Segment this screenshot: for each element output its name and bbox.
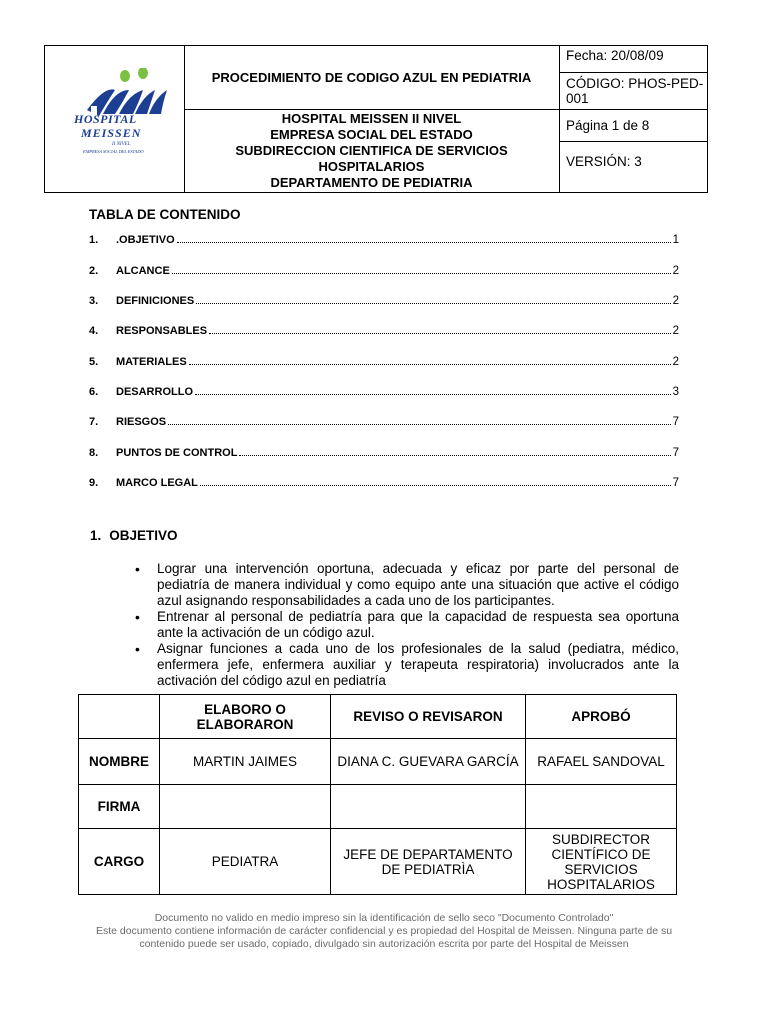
toc-label: MARCO LEGAL <box>116 477 198 489</box>
logo-line3: II NIVEL <box>112 142 131 147</box>
toc-leader <box>168 424 670 425</box>
toc-page: 2 <box>672 295 679 307</box>
table-cell: SUBDIRECTOR CIENTÍFICO DE SERVICIOS HOSPITALARIOS <box>526 829 677 895</box>
approval-table <box>78 694 677 895</box>
table-cell: MARTIN JAIMES <box>160 739 331 785</box>
toc-item[interactable] <box>89 352 679 368</box>
document-header <box>44 45 708 193</box>
toc-page: 7 <box>672 477 679 489</box>
toc-leader <box>209 333 671 334</box>
row-header: FIRMA <box>79 785 160 829</box>
toc-label: PUNTOS DE CONTROL <box>116 447 238 459</box>
toc-number: 6. <box>89 386 99 398</box>
org-line: SUBDIRECCION CIENTIFICA DE SERVICIOS <box>235 143 508 158</box>
toc-page: 2 <box>672 356 679 368</box>
toc-item[interactable] <box>89 261 679 277</box>
footer-line: Documento no valido en medio impreso sin la identificación de sello seco "Documento Controlado" <box>154 912 614 924</box>
logo-line4: EMPRESA SOCIAL DEL ESTADO <box>83 149 144 154</box>
toc-page: 2 <box>672 325 679 337</box>
section-title: OBJETIVO <box>109 528 178 543</box>
toc-item[interactable] <box>89 443 679 459</box>
table-cell: JEFE DE DEPARTAMENTO DE PEDIATRÌA <box>331 829 526 895</box>
toc-page: 1 <box>672 234 679 246</box>
table-cell: RAFAEL SANDOVAL <box>526 739 677 785</box>
toc-item[interactable] <box>89 321 679 337</box>
logo-line1: HOSPITAL <box>74 112 137 126</box>
org-line: HOSPITALARIOS <box>318 159 425 174</box>
date-field: Fecha: 20/08/09 <box>560 46 707 73</box>
section-heading <box>90 528 178 543</box>
toc-number: 7. <box>89 416 99 428</box>
toc-heading: TABLA DE CONTENIDO <box>89 207 241 222</box>
column-header: REVISO O REVISARON <box>331 695 526 739</box>
table-row <box>79 829 677 895</box>
toc-label: RIESGOS <box>116 416 167 428</box>
toc-number: 1. <box>89 234 99 246</box>
corner-cell <box>79 695 160 739</box>
toc-page: 7 <box>672 447 679 459</box>
document-title: PROCEDIMIENTO DE CODIGO AZUL EN PEDIATRIA <box>184 46 560 110</box>
toc-number: 4. <box>89 325 99 337</box>
toc-leader <box>200 485 671 486</box>
toc-label: DESARROLLO <box>116 386 193 398</box>
column-header: APROBÓ <box>526 695 677 739</box>
row-header: CARGO <box>79 829 160 895</box>
table-row <box>79 785 677 829</box>
toc-number: 9. <box>89 477 99 489</box>
table-row <box>79 739 677 785</box>
list-item: • Lograr una intervención oportuna, adecuada y eficaz por parte del personal de pediatría de manera individual y como equipo ante una situación que active el código azul asignando responsabilidades a cada uno de los participantes. <box>135 561 679 609</box>
section-number: 1. <box>90 528 102 543</box>
table-cell: DIANA C. GUEVARA GARCÍA <box>331 739 526 785</box>
toc-leader <box>195 394 671 395</box>
toc-label: DEFINICIONES <box>116 295 195 307</box>
signature-cell <box>526 785 677 829</box>
org-line: HOSPITAL MEISSEN II NIVEL <box>281 111 462 126</box>
toc-page: 7 <box>672 416 679 428</box>
toc-item[interactable] <box>89 382 679 398</box>
toc-leader <box>196 303 670 304</box>
signature-cell <box>160 785 331 829</box>
toc-label: MATERIALES <box>116 356 187 368</box>
code-field: CÓDIGO: PHOS-PED-001 <box>560 73 707 110</box>
document-footer <box>80 912 688 951</box>
toc-number: 2. <box>89 265 99 277</box>
toc-number: 8. <box>89 447 99 459</box>
toc-number: 5. <box>89 356 99 368</box>
toc-leader <box>177 242 671 243</box>
toc-number: 3. <box>89 295 99 307</box>
toc-item[interactable] <box>89 230 679 246</box>
organization-block <box>184 110 560 192</box>
objective-list <box>135 561 679 689</box>
toc-item[interactable] <box>89 412 679 428</box>
toc-page: 2 <box>672 265 679 277</box>
table-cell: PEDIATRA <box>160 829 331 895</box>
toc-label: ALCANCE <box>116 265 170 277</box>
row-header: NOMBRE <box>79 739 160 785</box>
list-item: • Entrenar al personal de pediatría para que la capacidad de respuesta sea oportuna ante la activación de un código azul. <box>135 609 679 641</box>
toc-leader <box>172 273 671 274</box>
logo-line2: MEISSEN <box>81 126 142 140</box>
signature-cell <box>331 785 526 829</box>
toc-page: 3 <box>672 386 679 398</box>
toc-item[interactable] <box>89 291 679 307</box>
toc-leader <box>239 455 670 456</box>
column-header: ELABORO O ELABORARON <box>160 695 331 739</box>
toc-leader <box>189 364 671 365</box>
org-line: EMPRESA SOCIAL DEL ESTADO <box>270 127 473 142</box>
toc-label: RESPONSABLES <box>116 325 208 337</box>
version-field: VERSIÓN: 3 <box>566 153 642 169</box>
table-header-row <box>79 695 677 739</box>
toc-item[interactable] <box>89 473 679 489</box>
org-line: DEPARTAMENTO DE PEDIATRIA <box>270 175 473 190</box>
page-field: Página 1 de 8 <box>560 110 707 142</box>
logo-cell <box>45 46 185 192</box>
list-item: • Asignar funciones a cada uno de los profesionales de la salud (pediatra, médico, enfermera jefe, enfermera auxiliar y terapeuta respiratoria) involucrados ante la activación del código azul en pediatría <box>135 641 679 689</box>
footer-line: Este documento contiene información de carácter confidencial y es propiedad del Hospital de Meissen. Ninguna parte de su contenido puede ser usado, copiado, divulgado sin autorización escrita por parte del Hospital de Meissen <box>95 925 673 950</box>
toc-label: .OBJETIVO <box>116 234 175 246</box>
